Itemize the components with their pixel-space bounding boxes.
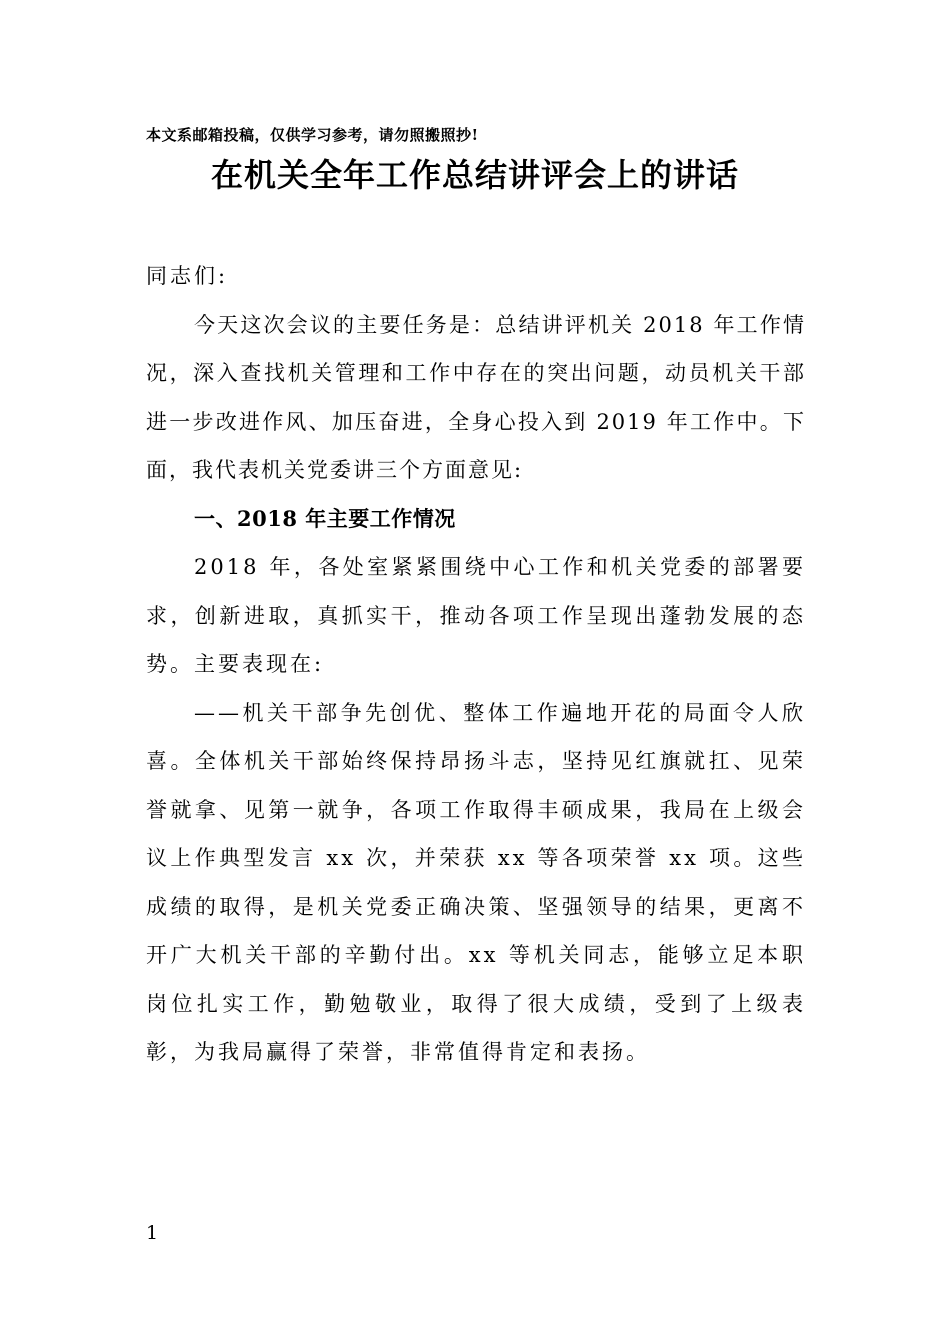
section-point-paragraph: ——机关干部争先创优、整体工作遍地开花的局面令人欣喜。全体机关干部始终保持昂扬斗志，坚持见红旗就扛、见荣誉就拿、见第一就争，各项工作取得丰硕成果，我局在上级会议上作典型发言 xx 次，并荣获 xx 等各项荣誉 xx 项。这些成绩的取得，是机关党委正确决策、坚强领导的结果，更离不开广大机关干部的辛勤付出。xx 等机关同志，能够立足本职岗位扎实工作，勤勉敬业，取得了很大成绩，受到了上级表彰，为我局赢得了荣誉，非常值得肯定和表扬。 — [146, 700, 806, 1064]
salutation: 同志们: — [146, 264, 229, 288]
submission-notice: 本文系邮箱投稿，仅供学习参考，请勿照搬照抄! — [146, 126, 479, 144]
section-heading: 一、2018 年主要工作情况 — [194, 505, 456, 531]
document-body — [146, 252, 806, 1077]
section-summary-paragraph: 2018 年，各处室紧紧围绕中心工作和机关党委的部署要求，创新进取，真抓实干，推动各项工作呈现出蓬勃发展的态势。主要表现在: — [146, 555, 806, 676]
page-number: 1 — [146, 1222, 159, 1244]
intro-paragraph: 今天这次会议的主要任务是：总结讲评机关 2018 年工作情况，深入查找机关管理和工作中存在的突出问题，动员机关干部进一步改进作风、加压奋进，全身心投入到 2019 年工作中。下面，我代表机关党委讲三个方面意见: — [146, 312, 806, 482]
document-title: 在机关全年工作总结讲评会上的讲话 — [210, 156, 739, 194]
